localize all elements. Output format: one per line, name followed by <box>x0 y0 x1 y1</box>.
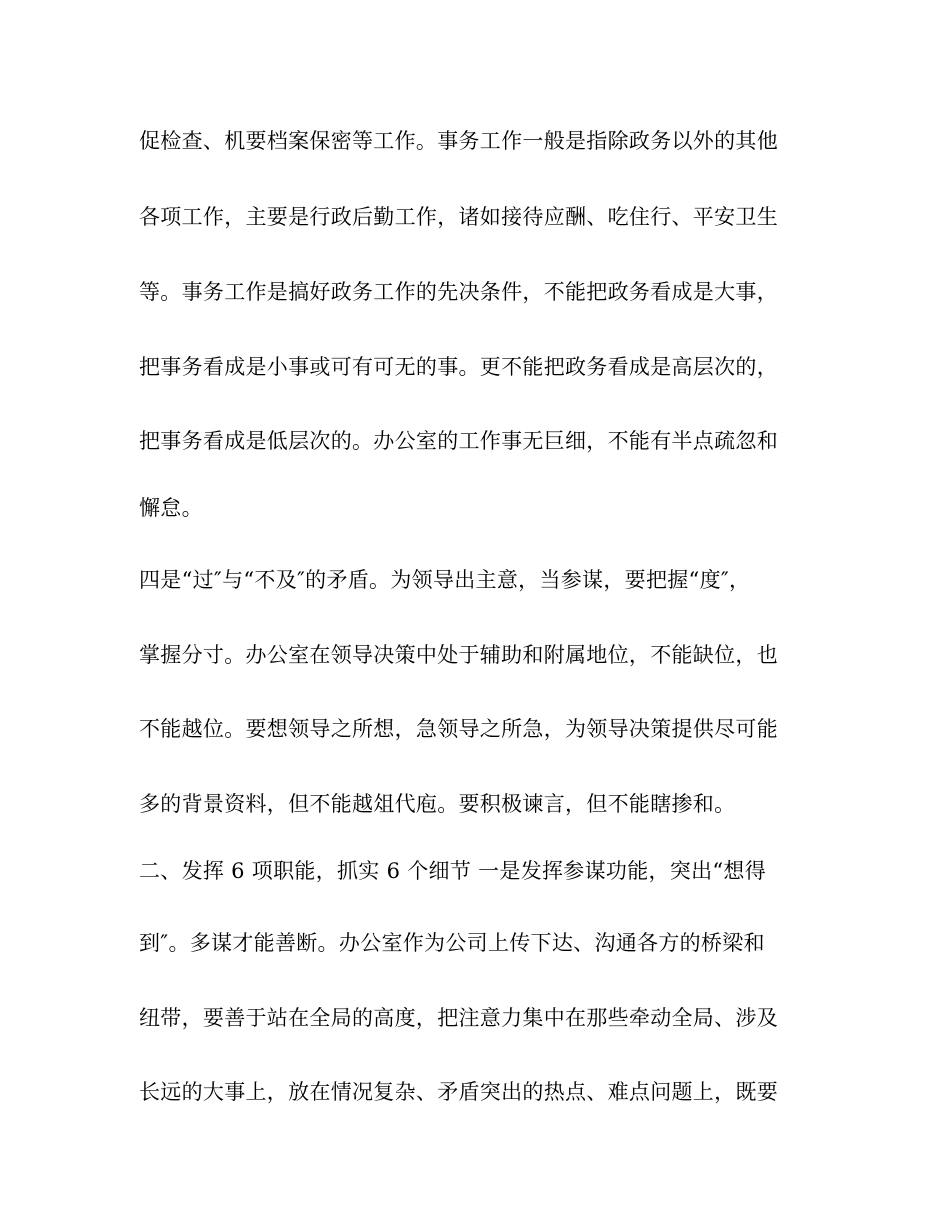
paragraph-line: 把事务看成是小事或可有可无的事。更不能把政务看成是高层次的， <box>139 355 778 379</box>
paragraph-line: 懈怠。 <box>139 496 203 520</box>
paragraph-line: 纽带，要善于站在全局的高度，把注意力集中在那些牵动全局、涉及 <box>139 1006 778 1030</box>
paragraph-line: 把事务看成是低层次的。办公室的工作事无巨细，不能有半点疏忽和 <box>139 429 778 453</box>
paragraph-line: 不能越位。要想领导之所想，急领导之所急，为领导决策提供尽可能 <box>139 717 778 741</box>
paragraph-line: 四是“过″与“不及″的矛盾。为领导出主意，当参谋，要把握“度″， <box>139 568 751 592</box>
paragraph-line: 长远的大事上，放在情况复杂、矛盾突出的热点、难点问题上，既要 <box>139 1080 778 1104</box>
paragraph-line: 到″。多谋才能善断。办公室作为公司上传下达、沟通各方的桥梁和 <box>139 931 765 955</box>
paragraph-line: 促检查、机要档案保密等工作。事务工作一般是指除政务以外的其他 <box>139 129 778 153</box>
paragraph-line: 二、发挥 6 项职能，抓实 6 个细节 一是发挥参谋功能，突出“想得 <box>139 859 767 883</box>
paragraph-line: 多的背景资料，但不能越俎代庖。要积极谏言，但不能瞎掺和。 <box>139 792 736 816</box>
paragraph-line: 各项工作，主要是行政后勤工作，诸如接待应酬、吃住行、平安卫生 <box>139 205 778 229</box>
paragraph-line: 掌握分寸。办公室在领导决策中处于辅助和附属地位，不能缺位，也 <box>139 643 778 667</box>
paragraph-line: 等。事务工作是搞好政务工作的先决条件，不能把政务看成是大事， <box>139 280 778 304</box>
